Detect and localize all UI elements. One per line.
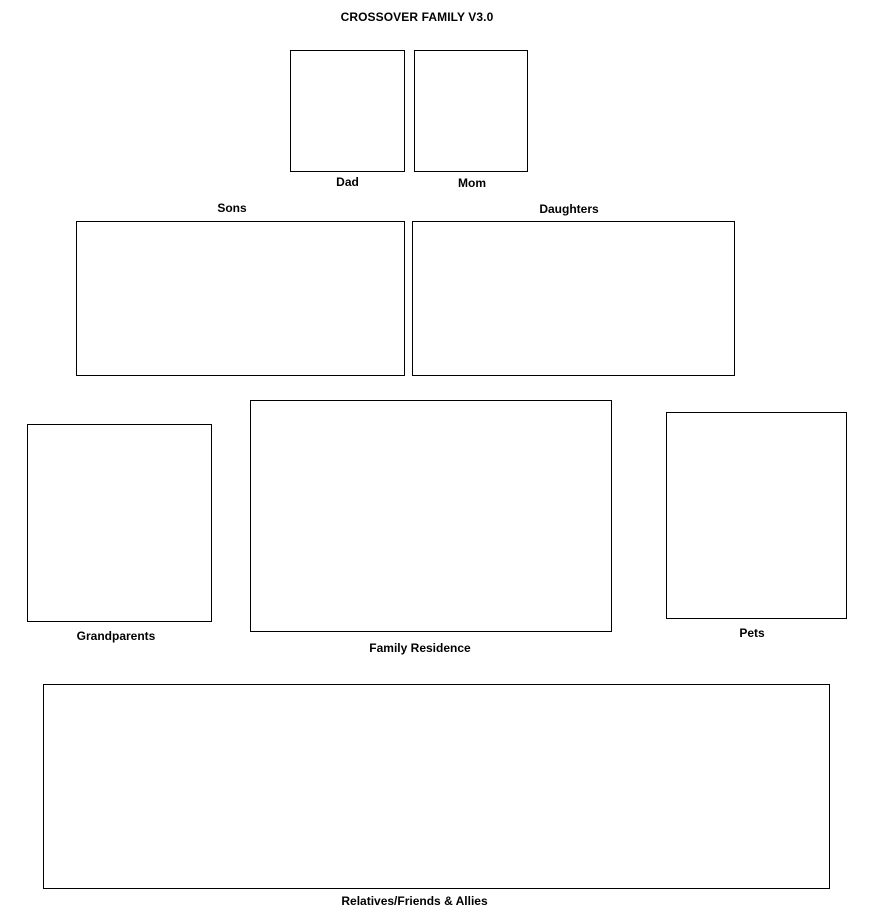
grandparents-label: Grandparents: [76, 629, 156, 643]
mom-photo-box: [414, 50, 528, 172]
dad-label: Dad: [336, 175, 359, 189]
grandparents-photo-box: [27, 424, 212, 622]
sons-label: Sons: [217, 201, 247, 215]
family-residence-photo-box: [250, 400, 612, 632]
mom-label: Mom: [458, 176, 486, 190]
relatives-photo-box: [43, 684, 830, 889]
pets-label: Pets: [739, 626, 765, 640]
sons-photo-box: [76, 221, 405, 376]
pets-photo-box: [666, 412, 847, 619]
daughters-photo-box: [412, 221, 735, 376]
relatives-label: Relatives/Friends & Allies: [341, 894, 488, 908]
daughters-label: Daughters: [539, 202, 599, 216]
dad-photo-box: [290, 50, 405, 172]
page-title: CROSSOVER FAMILY V3.0: [340, 10, 494, 24]
family-residence-label: Family Residence: [369, 641, 471, 655]
